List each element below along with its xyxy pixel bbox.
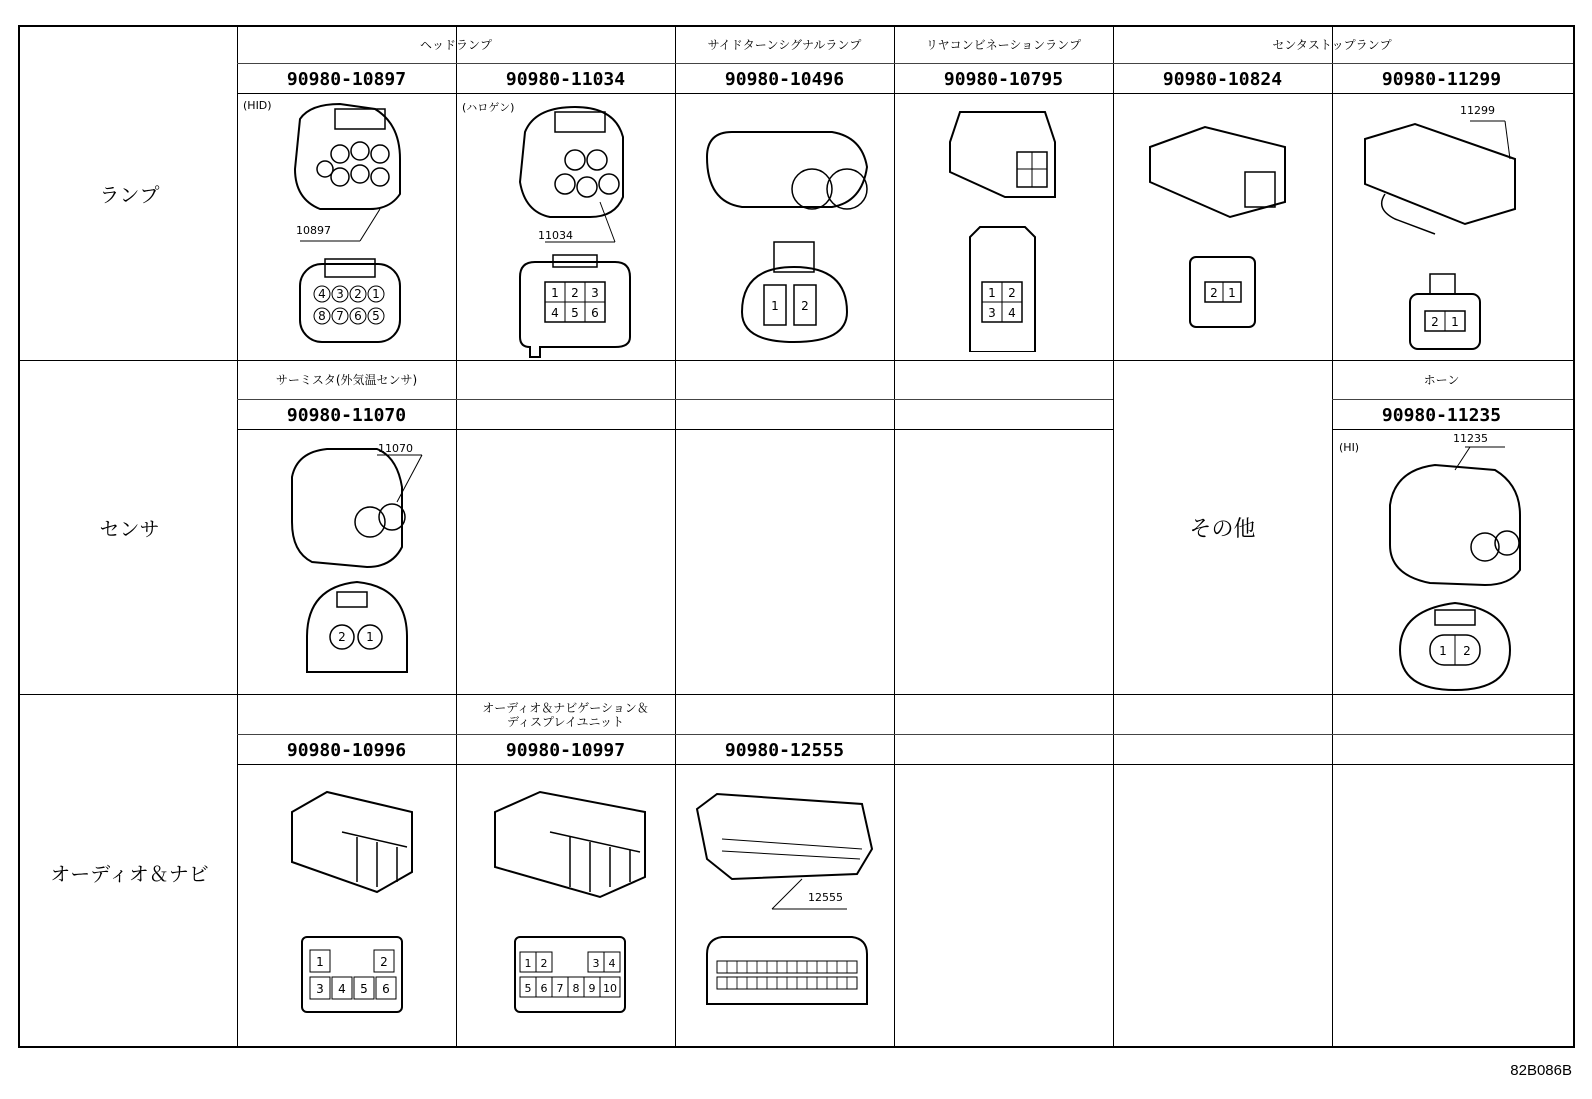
svg-text:3: 3 [336, 287, 344, 301]
connector-10795-drawing [945, 102, 1065, 352]
part-number: 90980-11235 [1381, 404, 1502, 426]
part-number: 90980-11070 [286, 404, 407, 426]
svg-text:10: 10 [603, 982, 617, 995]
callout-label: 10897 [296, 224, 331, 237]
svg-text:1: 1 [1439, 644, 1447, 658]
divider [456, 27, 457, 1046]
svg-text:6: 6 [382, 982, 390, 996]
svg-text:2: 2 [801, 299, 809, 313]
divider [675, 27, 676, 1046]
svg-text:1: 1 [1228, 286, 1236, 300]
svg-text:4: 4 [338, 982, 346, 996]
connector-table [18, 25, 1575, 1048]
svg-text:2: 2 [571, 286, 579, 300]
connector-10496-drawing [702, 117, 872, 347]
category-lamp: ランプ [99, 183, 160, 207]
connector-11070-drawing [282, 437, 432, 687]
svg-text:2: 2 [1210, 286, 1218, 300]
svg-text:2: 2 [338, 630, 346, 644]
callout-label: 11299 [1460, 104, 1495, 117]
category-other: その他 [1189, 517, 1256, 542]
group-rear-combination: リヤコンビネーションランプ [925, 38, 1082, 52]
group-headlamp: ヘッドランプ [419, 38, 492, 52]
part-number: 90980-11299 [1381, 68, 1502, 90]
part-number: 90980-11034 [505, 68, 626, 90]
connector-11299-drawing [1355, 99, 1535, 359]
svg-text:5: 5 [524, 982, 532, 995]
svg-text:1: 1 [771, 299, 779, 313]
svg-text:5: 5 [360, 982, 368, 996]
part-number: 90980-10795 [943, 68, 1064, 90]
connector-11235-drawing [1375, 435, 1535, 695]
svg-text:3: 3 [592, 957, 600, 970]
callout-label: 12555 [808, 891, 843, 904]
divider [894, 27, 895, 1046]
svg-text:3: 3 [316, 982, 324, 996]
svg-text:7: 7 [556, 982, 564, 995]
group-horn: ホーン [1423, 373, 1460, 387]
callout-label: 11235 [1453, 432, 1488, 445]
svg-text:4: 4 [1008, 306, 1016, 320]
svg-text:5: 5 [372, 309, 380, 323]
svg-text:1: 1 [316, 955, 324, 969]
connector-10997-drawing [490, 782, 650, 1032]
svg-text:6: 6 [591, 306, 599, 320]
connector-10996-drawing [282, 782, 422, 1032]
svg-text:4: 4 [551, 306, 559, 320]
svg-text:3: 3 [988, 306, 996, 320]
group-audio-nav-line1: オーディオ＆ナビゲーション＆ [482, 700, 649, 715]
category-audio-nav: オーディオ＆ナビ [50, 861, 209, 886]
part-number: 90980-10996 [286, 739, 407, 761]
svg-text:2: 2 [1431, 315, 1439, 329]
svg-text:2: 2 [380, 955, 388, 969]
group-side-turn: サイドターンシグナルランプ [707, 38, 862, 52]
connector-11034-drawing [505, 102, 645, 362]
svg-text:2: 2 [1463, 644, 1471, 658]
connector-10824-drawing [1145, 117, 1295, 337]
group-thermistor: サーミスタ(外気温センサ) [275, 373, 418, 387]
variant-note: (ハロゲン) [462, 101, 515, 114]
svg-text:9: 9 [588, 982, 596, 995]
svg-text:6: 6 [354, 309, 362, 323]
part-number: 90980-10897 [286, 68, 407, 90]
group-audio-nav-line2: ディスプレイユニット [506, 714, 624, 729]
part-number: 90980-12555 [724, 739, 845, 761]
svg-text:6: 6 [540, 982, 548, 995]
category-sensor: センサ [99, 516, 160, 541]
svg-text:1: 1 [1451, 315, 1459, 329]
svg-text:1: 1 [372, 287, 380, 301]
svg-text:1: 1 [988, 286, 996, 300]
variant-note: (HI) [1339, 441, 1360, 454]
svg-text:3: 3 [591, 286, 599, 300]
callout-label: 11034 [538, 229, 573, 242]
part-number: 90980-10997 [505, 739, 626, 761]
svg-text:7: 7 [336, 309, 344, 323]
svg-text:2: 2 [540, 957, 548, 970]
svg-text:2: 2 [354, 287, 362, 301]
part-number: 90980-10824 [1162, 68, 1283, 90]
svg-text:1: 1 [366, 630, 374, 644]
part-number: 90980-10496 [724, 68, 845, 90]
figure-id: 82B086B [1510, 1062, 1572, 1079]
connector-12555-drawing [692, 779, 877, 1029]
svg-text:5: 5 [571, 306, 579, 320]
svg-text:8: 8 [572, 982, 580, 995]
svg-text:2: 2 [1008, 286, 1016, 300]
group-center-stop: センタストップランプ [1272, 38, 1392, 52]
svg-text:8: 8 [318, 309, 326, 323]
svg-text:4: 4 [608, 957, 616, 970]
variant-note: (HID) [243, 99, 272, 112]
callout-label: 11070 [378, 442, 413, 455]
group-audio-nav [237, 695, 894, 734]
divider [1332, 27, 1333, 1046]
svg-text:1: 1 [551, 286, 559, 300]
svg-text:4: 4 [318, 287, 326, 301]
svg-text:1: 1 [524, 957, 532, 970]
